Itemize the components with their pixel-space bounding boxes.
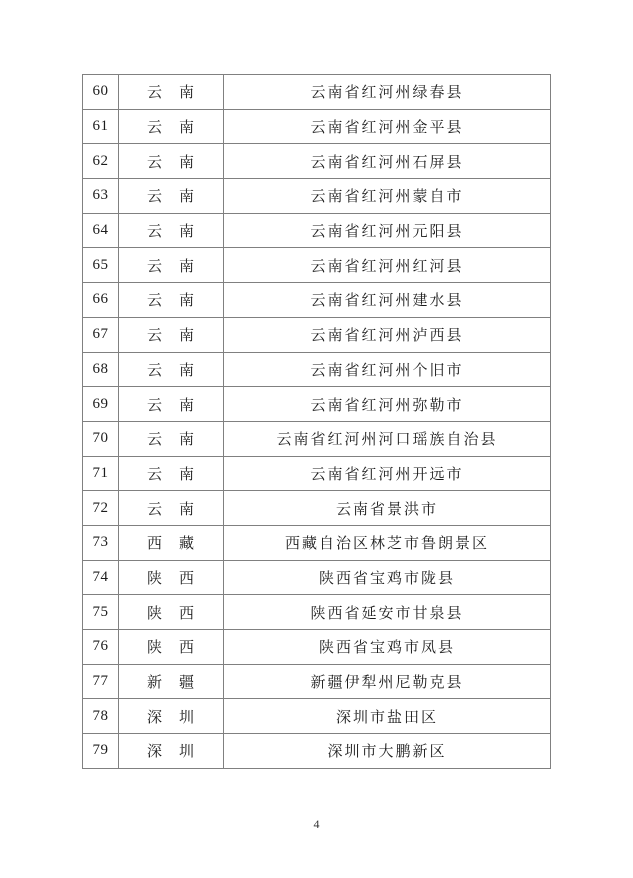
row-number-cell: 63	[83, 179, 119, 214]
place-cell: 云南省红河州弥勒市	[224, 387, 551, 422]
row-number-cell: 61	[83, 109, 119, 144]
table-row	[83, 421, 551, 456]
place-cell: 陕西省宝鸡市凤县	[224, 630, 551, 665]
row-number-cell: 79	[83, 734, 119, 769]
place-cell: 云南省红河州石屏县	[224, 144, 551, 179]
place-cell: 云南省红河州个旧市	[224, 352, 551, 387]
row-number-cell: 62	[83, 144, 119, 179]
page-number: 4	[313, 817, 320, 831]
table-row	[83, 179, 551, 214]
region-table-body	[83, 75, 551, 769]
row-number-cell: 68	[83, 352, 119, 387]
place-cell: 陕西省宝鸡市陇县	[224, 560, 551, 595]
table-row	[83, 109, 551, 144]
row-number-cell: 60	[83, 75, 119, 110]
province-cell: 云 南	[119, 109, 224, 144]
table-row	[83, 387, 551, 422]
row-number-cell: 66	[83, 283, 119, 318]
place-cell: 云南省红河州红河县	[224, 248, 551, 283]
province-cell: 云 南	[119, 248, 224, 283]
table-row	[83, 595, 551, 630]
place-cell: 云南省红河州建水县	[224, 283, 551, 318]
table-row	[83, 525, 551, 560]
table-row	[83, 456, 551, 491]
province-cell: 云 南	[119, 144, 224, 179]
province-cell: 深 圳	[119, 699, 224, 734]
table-row	[83, 352, 551, 387]
province-cell: 云 南	[119, 213, 224, 248]
table-row	[83, 664, 551, 699]
table-row	[83, 560, 551, 595]
place-cell: 深圳市盐田区	[224, 699, 551, 734]
place-cell: 深圳市大鹏新区	[224, 734, 551, 769]
province-cell: 云 南	[119, 179, 224, 214]
row-number-cell: 71	[83, 456, 119, 491]
row-number-cell: 70	[83, 421, 119, 456]
province-cell: 云 南	[119, 456, 224, 491]
place-cell: 云南省红河州泸西县	[224, 317, 551, 352]
province-cell: 云 南	[119, 491, 224, 526]
row-number-cell: 74	[83, 560, 119, 595]
place-cell: 云南省红河州金平县	[224, 109, 551, 144]
row-number-cell: 72	[83, 491, 119, 526]
place-cell: 云南省红河州河口瑶族自治县	[224, 421, 551, 456]
table-row	[83, 144, 551, 179]
row-number-cell: 73	[83, 525, 119, 560]
province-cell: 陕 西	[119, 595, 224, 630]
province-cell: 云 南	[119, 352, 224, 387]
place-cell: 云南省红河州绿春县	[224, 75, 551, 110]
row-number-cell: 64	[83, 213, 119, 248]
row-number-cell: 78	[83, 699, 119, 734]
table-row	[83, 75, 551, 110]
province-cell: 云 南	[119, 421, 224, 456]
table-row	[83, 491, 551, 526]
table-row	[83, 699, 551, 734]
table-row	[83, 283, 551, 318]
row-number-cell: 77	[83, 664, 119, 699]
table-row	[83, 630, 551, 665]
table-row	[83, 317, 551, 352]
province-cell: 云 南	[119, 75, 224, 110]
table-row	[83, 734, 551, 769]
row-number-cell: 76	[83, 630, 119, 665]
region-table	[82, 74, 551, 769]
province-cell: 西 藏	[119, 525, 224, 560]
province-cell: 云 南	[119, 283, 224, 318]
place-cell: 云南省景洪市	[224, 491, 551, 526]
place-cell: 云南省红河州蒙自市	[224, 179, 551, 214]
place-cell: 西藏自治区林芝市鲁朗景区	[224, 525, 551, 560]
province-cell: 深 圳	[119, 734, 224, 769]
place-cell: 新疆伊犁州尼勒克县	[224, 664, 551, 699]
row-number-cell: 65	[83, 248, 119, 283]
row-number-cell: 67	[83, 317, 119, 352]
place-cell: 云南省红河州开远市	[224, 456, 551, 491]
province-cell: 云 南	[119, 387, 224, 422]
place-cell: 云南省红河州元阳县	[224, 213, 551, 248]
province-cell: 新 疆	[119, 664, 224, 699]
province-cell: 陕 西	[119, 630, 224, 665]
place-cell: 陕西省延安市甘泉县	[224, 595, 551, 630]
table-row	[83, 213, 551, 248]
row-number-cell: 75	[83, 595, 119, 630]
province-cell: 陕 西	[119, 560, 224, 595]
table-row	[83, 248, 551, 283]
row-number-cell: 69	[83, 387, 119, 422]
province-cell: 云 南	[119, 317, 224, 352]
